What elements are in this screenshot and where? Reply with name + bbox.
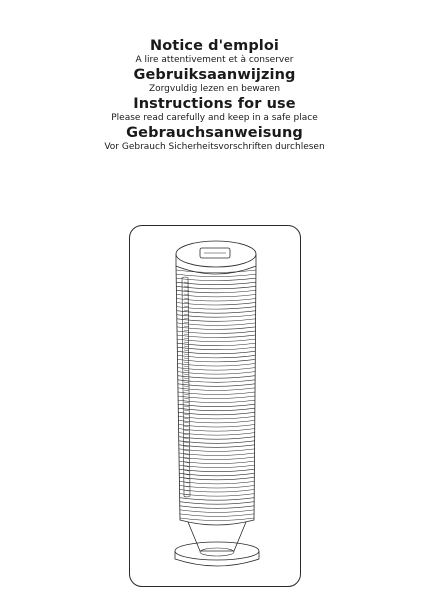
fan-body-rib — [179, 437, 255, 440]
fan-body-rib — [180, 518, 254, 521]
fan-body-rib — [177, 355, 255, 358]
fan-body-rib — [178, 412, 255, 415]
fan-body-rib — [180, 502, 254, 505]
fan-vent-slot — [184, 402, 189, 403]
fan-top-cap — [176, 241, 256, 267]
fan-body-rib — [180, 490, 255, 493]
fan-body-rib — [177, 351, 255, 354]
fan-vent-slot — [184, 434, 189, 435]
fan-body-rib — [179, 473, 254, 476]
fan-vent-slot — [184, 414, 189, 415]
fan-vent-slot — [184, 378, 189, 379]
fan-body-rib — [179, 465, 254, 468]
fan-base-inner — [200, 548, 234, 556]
fan-body-rib — [178, 384, 255, 387]
fan-body-rib — [179, 481, 254, 484]
fan-vent-slot — [184, 422, 189, 423]
fan-body-rib — [178, 396, 255, 399]
lang-block-dutch — [0, 67, 429, 95]
fan-body-rib — [179, 429, 255, 432]
fan-base-side — [175, 551, 259, 566]
fan-vent-slot — [184, 338, 189, 339]
fan-body-rib — [180, 494, 255, 497]
fan-body-rib — [177, 359, 255, 362]
fan-body-rib — [179, 469, 254, 472]
fan-neck — [188, 522, 246, 551]
product-illustration-frame — [129, 225, 301, 587]
fan-body-rib — [178, 420, 254, 423]
fan-vent-slot — [184, 370, 189, 371]
fan-body-rib — [179, 457, 255, 460]
title-german: Gebrauchsanweisung — [126, 125, 303, 141]
fan-body-rib — [178, 372, 256, 375]
fan-body-rib — [178, 400, 255, 403]
fan-vent-slot — [184, 406, 189, 407]
fan-vent-slot — [184, 354, 189, 355]
fan-body-rib — [177, 343, 255, 346]
fan-body-rib — [178, 392, 255, 395]
fan-vent-slot — [184, 362, 189, 363]
fan-vent-slot — [184, 394, 189, 395]
fan-vent-slot — [184, 382, 189, 383]
fan-vent-slot — [184, 398, 189, 399]
fan-body-rib — [179, 477, 254, 480]
fan-body-rib — [178, 388, 255, 391]
fan-vent-slot — [184, 438, 189, 439]
fan-vent-slot — [184, 358, 189, 359]
title-french: Notice d'emploi — [149, 38, 280, 54]
fan-body-rib — [178, 404, 255, 407]
fan-body-rib — [180, 514, 254, 517]
fan-vent-slot — [184, 350, 189, 351]
fan-vent-slot — [184, 386, 189, 387]
title-dutch: Gebruiksaanwijzing — [133, 67, 296, 83]
fan-vent-slot — [184, 374, 189, 375]
fan-vent-slot — [184, 346, 189, 347]
fan-body-rib — [179, 445, 255, 448]
fan-vent-slot — [184, 418, 189, 419]
lang-block-english — [0, 96, 429, 124]
fan-body-rib — [178, 416, 254, 419]
tower-fan-illustration — [130, 226, 300, 586]
fan-body-rib — [176, 274, 256, 277]
fan-body-rib — [180, 510, 254, 513]
fan-body-rib — [180, 506, 254, 509]
fan-vent-slot — [184, 426, 189, 427]
fan-vent-slot — [184, 430, 189, 431]
fan-vent-slot — [184, 366, 189, 367]
fan-body-rib — [179, 425, 255, 428]
fan-body-rib — [178, 408, 255, 411]
title-english: Instructions for use — [133, 96, 296, 112]
fan-body-rib — [178, 380, 255, 383]
fan-body-rib — [178, 364, 256, 367]
lang-block-german — [0, 125, 429, 153]
fan-body-rib — [178, 376, 255, 379]
fan-body-rib — [180, 486, 255, 489]
subtitle-english: Please read carefully and keep in a safe place — [111, 113, 318, 123]
subtitle-dutch: Zorgvuldig lezen en bewaren — [148, 84, 281, 94]
fan-body-rib — [179, 433, 255, 436]
cover-header — [0, 38, 429, 154]
fan-body-rib — [179, 449, 255, 452]
fan-body-rib — [179, 453, 255, 456]
lang-block-french — [0, 38, 429, 66]
fan-body-rib — [179, 441, 255, 444]
subtitle-french: A lire attentivement et à conserver — [135, 55, 294, 65]
fan-vent-slot — [184, 410, 189, 411]
subtitle-german: Vor Gebrauch Sicherheitsvorschriften durchlesen — [104, 142, 325, 152]
fan-vent-slot — [184, 342, 189, 343]
fan-body-rib — [179, 461, 254, 464]
fan-vent-slot — [184, 390, 189, 391]
fan-body-rib — [180, 498, 255, 501]
fan-body-rib — [178, 368, 256, 371]
